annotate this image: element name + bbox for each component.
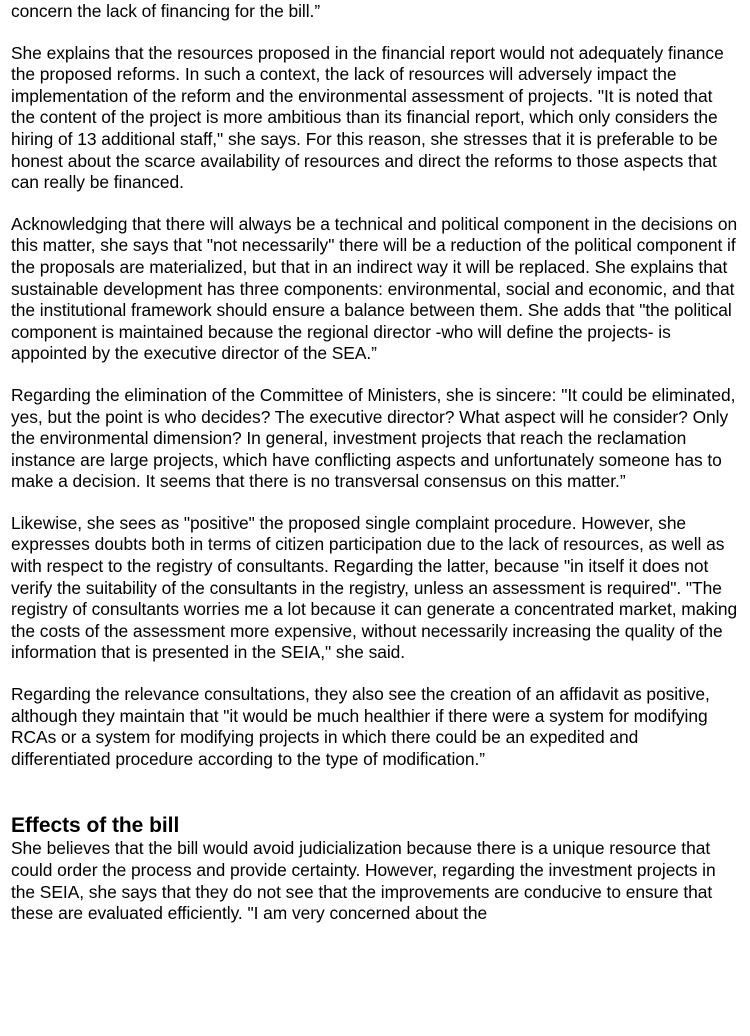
paragraph-political-component: Acknowledging that there will always be a technical and political component in the decisions on this matter, she says that "not necessarily" there will be a reduction of the political component if the proposals are materialized, but that in an indirect way it will be replaced. She explains that sustainable development has three components: environmental, social and economic, and that the institutional framework should ensure a balance between them. She adds that "the political component is maintained because the regional director -who will define the projects- is appointed by the executive director of the SEA.” — [11, 213, 738, 364]
paragraph-complaint-procedure: Likewise, she sees as "positive" the proposed single complaint procedure. However, she expresses doubts both in terms of citizen participation due to the lack of resources, as well as with respect to the registry of consultants. Regarding the latter, because "in itself it does not verify the suitability of the consultants in the registry, unless an assessment is required". "The registry of consultants worries me a lot because it can generate a concentrated market, making the costs of the assessment more expensive, without necessarily increasing the quality of the information that is presented in the SEIA," she said. — [11, 512, 738, 663]
paragraph-relevance-consultations: Regarding the relevance consultations, they also see the creation of an affidavit as positive, although they maintain that "it would be much healthier if there were a system for modifying RCAs or a system for modifying projects in which there could be an expedited and differentiated procedure according to the type of modification.” — [11, 684, 710, 769]
paragraph-financial-report: She explains that the resources proposed in the financial report would not adequately finance the proposed reforms. In such a context, the lack of resources will adversely impact the implementation of the reform and the environmental assessment of projects. "It is noted that the content of the project is more ambitious than its financial report, which only considers the hiring of 13 additional staff," she says. For this reason, she stresses that it is preferable to be honest about the scarce availability of resources and direct the reforms to those aspects that can really be financed. — [11, 42, 724, 193]
section-heading-effects: Effects of the bill — [11, 814, 180, 838]
article-body — [11, 0, 739, 945]
paragraph-judicialization: She believes that the bill would avoid judicialization because there is a unique resource that could order the process and provide certainty. However, regarding the investment projects in the SEIA, she says that they do not see that the improvements are conducive to ensure that these are evaluated efficiently. "I am very concerned about the — [11, 838, 716, 924]
paragraph-financing-concern: concern the lack of financing for the bill.” — [11, 1, 321, 21]
paragraph-committee-of-ministers: Regarding the elimination of the Committee of Ministers, she is sincere: "It could be eliminated, yes, but the point is who decides? The executive director? What aspect will he consider? Only the environmental dimension? In general, investment projects that reach the reclamation instance are large projects, which have conflicting aspects and unfortunately someone has to make a decision. It seems that there is no transversal consensus on this matter.” — [11, 384, 736, 492]
